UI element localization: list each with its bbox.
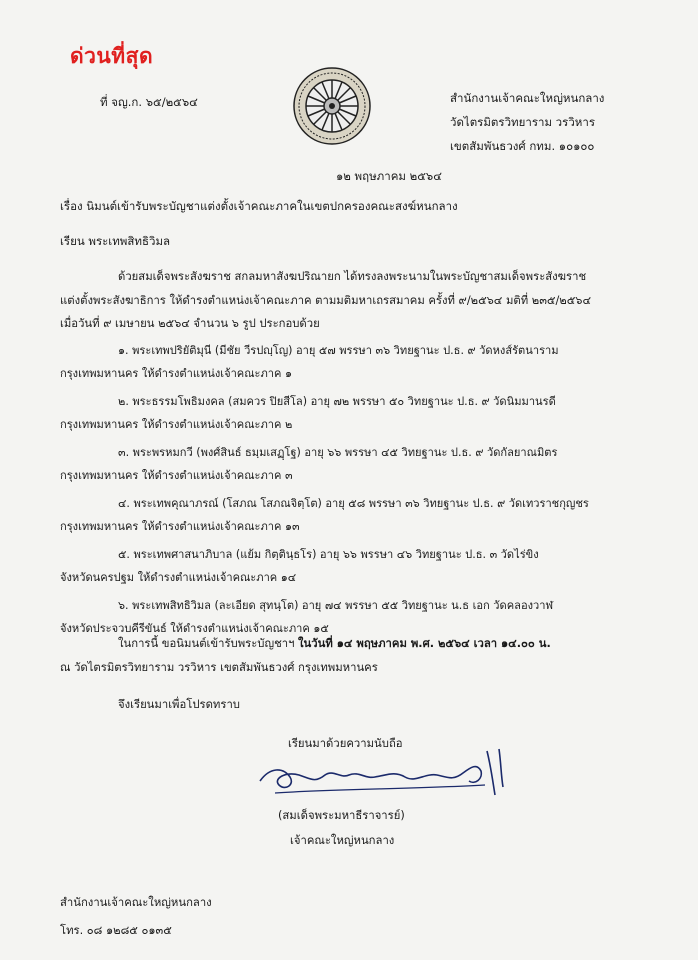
monk-line-1: ๓. พระพรหมกวี (พงศ์สินธ์ ธมฺมเสฏฺโฐ) อายุ ๖๖ พรรษา ๔๕ วิทยฐานะ ป.ธ. ๙ วัดกัลยาณมิตร: [118, 446, 558, 459]
monk-line-1: ๕. พระเทพศาสนาภิบาล (แย้ม กิตฺตินฺธโร) อายุ ๖๖ พรรษา ๔๖ วิทยฐานะ ป.ธ. ๓ วัดไร่ขิง: [118, 548, 539, 561]
handwritten-signature-icon: [255, 745, 515, 805]
office-address: [450, 86, 604, 158]
office-line-1: สำนักงานเจ้าคณะใหญ่หนกลาง: [450, 91, 605, 105]
monk-line-1: ๒. พระธรรมโพธิมงคล (สมควร ปิยสีโล) อายุ ๗๒ พรรษา ๕๐ วิทยฐานะ ป.ธ. ๙ วัดนิมมานรดี: [118, 395, 556, 408]
closing-phrase: จึงเรียนมาเพื่อโปรดทราบ: [118, 698, 240, 711]
invitation-line-1: [60, 632, 640, 656]
respect-phrase: เรียนมาด้วยความนับถือ: [288, 737, 403, 750]
monk-line-1: ๖. พระเทพสิทธิวิมล (ละเอียด สุทนฺโต) อายุ ๗๔ พรรษา ๕๕ วิทยฐานะ น.ธ เอก วัดคลองวาฬ: [118, 599, 554, 612]
monk-line-2: กรุงเทพมหานคร ให้ดำรงตำแหน่งเจ้าคณะภาค ๑: [60, 367, 293, 380]
dharma-wheel-seal-icon: [292, 66, 372, 146]
signatory-position: เจ้าคณะใหญ่หนกลาง: [290, 834, 395, 847]
monk-line-2: จังหวัดประจวบคีรีขันธ์ ให้ดำรงตำแหน่งเจ้าคณะภาค ๑๕: [60, 622, 329, 635]
intro-line-1: ด้วยสมเด็จพระสังฆราช สกลมหาสังฆปริณายก ได้ทรงลงพระนามในพระบัญชาสมเด็จพระสังฆราช: [118, 270, 587, 283]
office-line-2: วัดไตรมิตรวิทยาราม วรวิหาร: [450, 115, 595, 129]
monk-line-1: ๑. พระเทพปริยัติมุนี (มีชัย วีรปญฺโญ) อายุ ๕๗ พรรษา ๓๖ วิทยฐานะ ป.ธ. ๙ วัดหงส์รัตนาราม: [118, 344, 559, 357]
monk-line-2: กรุงเทพมหานคร ให้ดำรงตำแหน่งเจ้าคณะภาค ๒: [60, 418, 293, 431]
invitation-datetime: ในวันที่ ๑๔ พฤษภาคม พ.ศ. ๒๕๖๔ เวลา ๑๔.๐๐ น.: [298, 637, 551, 650]
monk-list: [60, 339, 630, 645]
monk-line-1: ๔. พระเทพคุณาภรณ์ (โสภณ โสภณจิตฺโต) อายุ ๕๘ พรรษา ๓๖ วิทยฐานะ ป.ธ. ๙ วัดเทวราชกุญชร: [118, 497, 589, 510]
letter-subject: เรื่อง นิมนต์เข้ารับพระบัญชาแต่งตั้งเจ้าคณะภาคในเขตปกครองคณะสงฆ์หนกลาง: [60, 199, 458, 213]
invitation-prefix: ในการนี้ ขอนิมนต์เข้ารับพระบัญชาฯ: [118, 637, 299, 650]
footer-phone: โทร. ๐๘ ๑๒๘๕ ๐๑๓๕: [60, 924, 172, 937]
intro-line-3: เมื่อวันที่ ๙ เมษายน ๒๕๖๔ จำนวน ๖ รูป ประกอบด้วย: [60, 317, 320, 330]
document-number: ที่ จญ.ก. ๖๕/๒๕๖๔: [100, 95, 198, 109]
invitation-paragraph: [60, 632, 640, 679]
invitation-line-2: ณ วัดไตรมิตรวิทยาราม วรวิหาร เขตสัมพันธวงศ์ กรุงเทพมหานคร: [60, 660, 378, 674]
monk-line-2: กรุงเทพมหานคร ให้ดำรงตำแหน่งเจ้าคณะภาค ๓: [60, 469, 293, 482]
list-item: [60, 441, 630, 492]
urgent-label: ด่วนที่สุด: [70, 44, 154, 68]
list-item: [60, 339, 630, 390]
footer-office: สำนักงานเจ้าคณะใหญ่หนกลาง: [60, 896, 212, 909]
list-item: [60, 492, 630, 543]
monk-line-2: จังหวัดนครปฐม ให้ดำรงตำแหน่งเจ้าคณะภาค ๑๔: [60, 571, 297, 584]
intro-paragraph: [60, 265, 620, 336]
monk-line-2: กรุงเทพมหานคร ให้ดำรงตำแหน่งเจ้าคณะภาค ๑๓: [60, 520, 300, 533]
signatory-name: (สมเด็จพระมหาธีราจารย์): [278, 809, 405, 822]
letter-date: ๑๒ พฤษภาคม ๒๕๖๔: [336, 169, 442, 183]
letter-recipient: เรียน พระเทพสิทธิวิมล: [60, 234, 171, 248]
intro-line-2: แต่งตั้งพระสังฆาธิการ ให้ดำรงตำแหน่งเจ้าคณะภาค ตามมติมหาเถรสมาคม ครั้งที่ ๙/๒๕๖๔ มติที่ ๒๓๕/๒๕๖๔: [60, 293, 592, 307]
list-item: [60, 390, 630, 441]
office-line-3: เขตสัมพันธวงศ์ กทม. ๑๐๑๐๐: [450, 139, 595, 153]
list-item: [60, 543, 630, 594]
